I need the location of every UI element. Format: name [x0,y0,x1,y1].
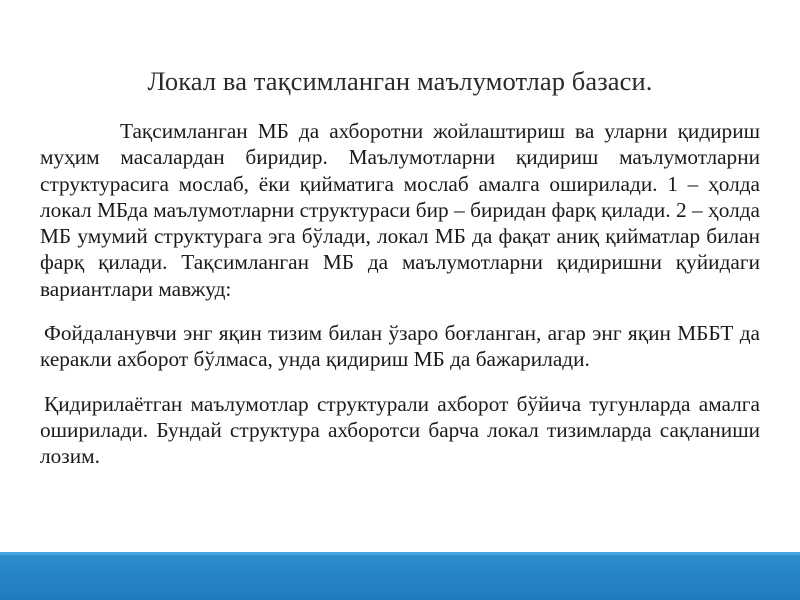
footer-band-highlight [0,552,800,555]
paragraph-intro: Тақсимланган МБ да ахборотни жойлаштириш ва уларни қидириш муҳим масалардан биридир. Маълумотларни қидириш маълумотларни структурасига мослаб, ёки қийматига мослаб амалга оширилади. 1 – ҳолда локал МБда маълумотларни структураси бир – биридан фарқ қилади. 2 – ҳолда МБ умумий структурага эга бўлади, локал МБ да фақат аниқ қийматлар билан фарқ қилади. Тақсимланган МБ да маълумотларни қидиришни қуйидаги вариантлари мавжуд: [40,119,760,301]
paragraph-variant-one: Фойдаланувчи энг яқин тизим билан ўзаро боғланган, агар энг яқин МББТ да керакли ахборот бўлмаса, унда қидириш МБ да бажарилади. [40,321,760,372]
slide-body [40,118,760,470]
slide-title: Локал ва тақсимланган маълумотлар базаси. [147,66,653,96]
paragraph-variant-two: Қидирилаётган маълумотлар структурали ахборот бўйича тугунларда амалга оширилади. Бундай структура ахборотси барча локал тизимларда сақланиши лозим. [40,391,760,469]
footer-band [0,552,800,600]
